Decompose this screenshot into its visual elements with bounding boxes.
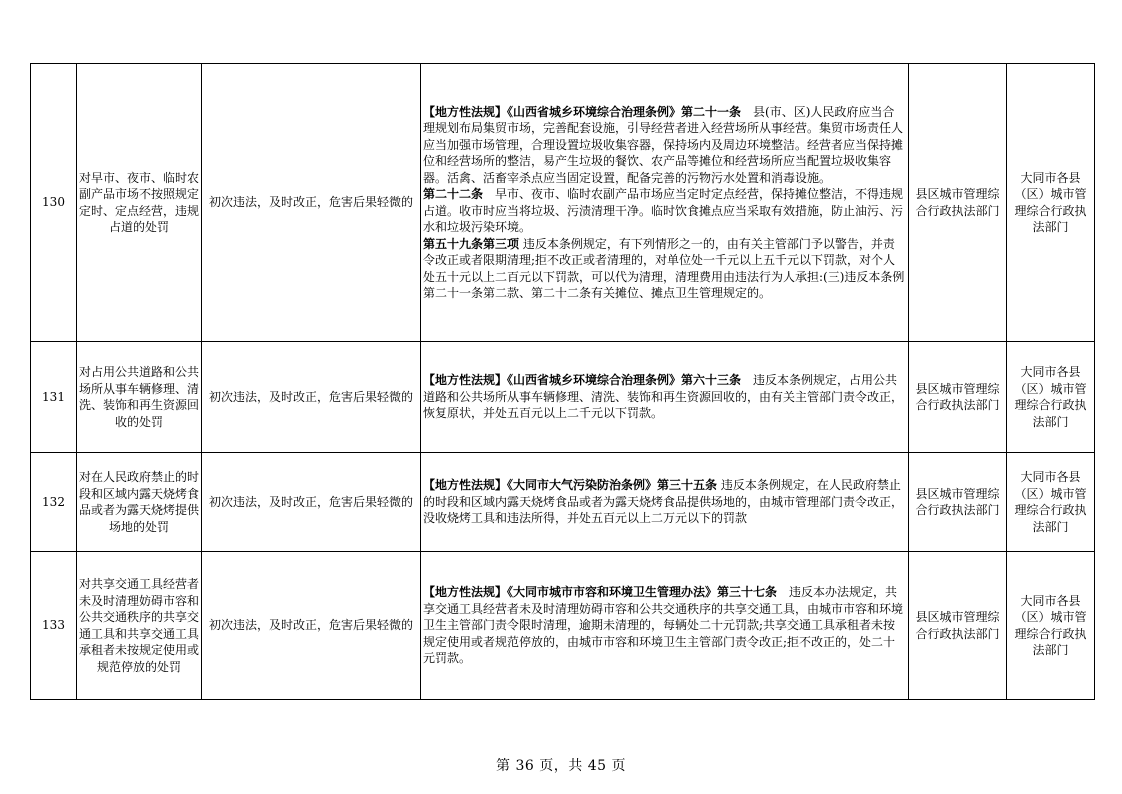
row-number: 132 [31, 453, 77, 552]
legal-basis [421, 64, 909, 342]
item-name: 对在人民政府禁止的时段和区域内露天烧烤食品或者为露天烧烤提供场地的处罚 [77, 453, 202, 552]
basis-paragraph [423, 372, 906, 422]
table-row [31, 552, 1095, 700]
legal-basis [421, 552, 909, 700]
article-text: 早市、夜市、临时农副产品市场应当定时定点经营，保持摊位整洁，不得违规占道。收市时应当将垃圾、污渍清理干净。临时饮食摊点应当采取有效措施，防止油污、污水和垃圾污染环境。 [423, 187, 904, 234]
basis-paragraph [423, 104, 906, 187]
article-text: 违反本条例规定，有下列情形之一的，由有关主管部门予以警告，并责令改正或者限期清理;拒不改正或者清理的，对单位处一千元以上五千元以下罚款，对个人处五十元以上二百元以下罚款，可以代为清理，清理费用由违法行为人承担:(三)违反本条例第二十一条第二款、第二十二条有关摊位、摊点卫生管理规定的。 [423, 236, 905, 300]
situation: 初次违法，及时改正，危害后果轻微的 [202, 64, 421, 342]
article-heading: 第五十九条第三项 [423, 236, 520, 251]
row-number: 131 [31, 342, 77, 453]
situation: 初次违法，及时改正，危害后果轻微的 [202, 453, 421, 552]
table-row [31, 453, 1095, 552]
article-text: 违反本条例规定，占用公共道路和公共场所从事车辆修理、清洗、装饰和再生资源回收的，由有关主管部门责令改正，恢复原状，并处五百元以上二千元以下罚款。 [423, 373, 904, 421]
situation: 初次违法，及时改正，危害后果轻微的 [202, 342, 421, 453]
situation: 初次违法，及时改正，危害后果轻微的 [202, 552, 421, 700]
article-heading: 【地方性法规】《山西省城乡环境综合治理条例》第二十一条 [423, 104, 742, 119]
regulation-table [30, 63, 1095, 700]
article-text: 违反本条例规定，在人民政府禁止的时段和区域内露天烧烤食品或者为露天烧烤食品提供场地的，由城市管理部门责令改正，没收烧烤工具和违法所得，并处五百元以上二万元以下的罚款 [423, 478, 904, 526]
enforcement-dept: 县区城市管理综合行政执法部门 [909, 64, 1007, 342]
item-name: 对共享交通工具经营者未及时清理妨碍市容和公共交通秩序的共享交通工具和共享交通工具承租者未按规定使用或规范停放的处罚 [77, 552, 202, 700]
item-name: 对早市、夜市、临时农副产品市场不按照规定定时、定点经营，违规占道的处罚 [77, 64, 202, 342]
article-text: 县(市、区)人民政府应当合理规划布局集贸市场，完善配套设施，引导经营者进入经营场所从事经营。集贸市场责任人应当加强市场管理，合理设置垃圾收集容器，保持场内及周边环境整洁。经营者应当保持摊位和经营场所的整洁，易产生垃圾的餐饮、农产品等摊位和经营场所应当配置垃圾收集容器。活禽、活畜宰杀点应当固定设置，配备完善的污物污水处置和消毒设施。 [423, 104, 904, 185]
article-text: 违反本办法规定，共享交通工具经营者未及时清理妨碍市容和公共交通秩序的共享交通工具，由城市市容和环境卫生主管部门责令限时清理，逾期未清理的，每辆处二十元罚款;共享交通工具承租者未按规定使用或者规范停放的，由城市市容和环境卫生主管部门责令改正;拒不改正的，处二十元罚款。 [423, 585, 904, 666]
implementing-dept: 大同市各县（区）城市管理综合行政执法部门 [1007, 64, 1095, 342]
item-name: 对占用公共道路和公共场所从事车辆修理、清洗、装饰和再生资源回收的处罚 [77, 342, 202, 453]
legal-basis [421, 342, 909, 453]
basis-paragraph [423, 236, 906, 302]
implementing-dept: 大同市各县（区）城市管理综合行政执法部门 [1007, 453, 1095, 552]
enforcement-dept: 县区城市管理综合行政执法部门 [909, 552, 1007, 700]
enforcement-dept: 县区城市管理综合行政执法部门 [909, 453, 1007, 552]
article-heading: 【地方性法规】《大同市城市市容和环境卫生管理办法》第三十七条 [423, 585, 778, 600]
implementing-dept: 大同市各县（区）城市管理综合行政执法部门 [1007, 552, 1095, 700]
row-number: 133 [31, 552, 77, 700]
table-row [31, 64, 1095, 342]
article-heading: 【地方性法规】《大同市大气污染防治条例》第三十五条 [423, 478, 718, 493]
article-heading: 第二十二条 [423, 187, 484, 201]
basis-paragraph [423, 584, 906, 667]
page-footer: 第 36 页，共 45 页 [496, 758, 626, 774]
basis-paragraph [423, 477, 906, 527]
implementing-dept: 大同市各县（区）城市管理综合行政执法部门 [1007, 342, 1095, 453]
table-row [31, 342, 1095, 453]
row-number: 130 [31, 64, 77, 342]
legal-basis [421, 453, 909, 552]
enforcement-dept: 县区城市管理综合行政执法部门 [909, 342, 1007, 453]
basis-paragraph [423, 186, 906, 236]
article-heading: 【地方性法规】《山西省城乡环境综合治理条例》第六十三条 [423, 373, 742, 388]
